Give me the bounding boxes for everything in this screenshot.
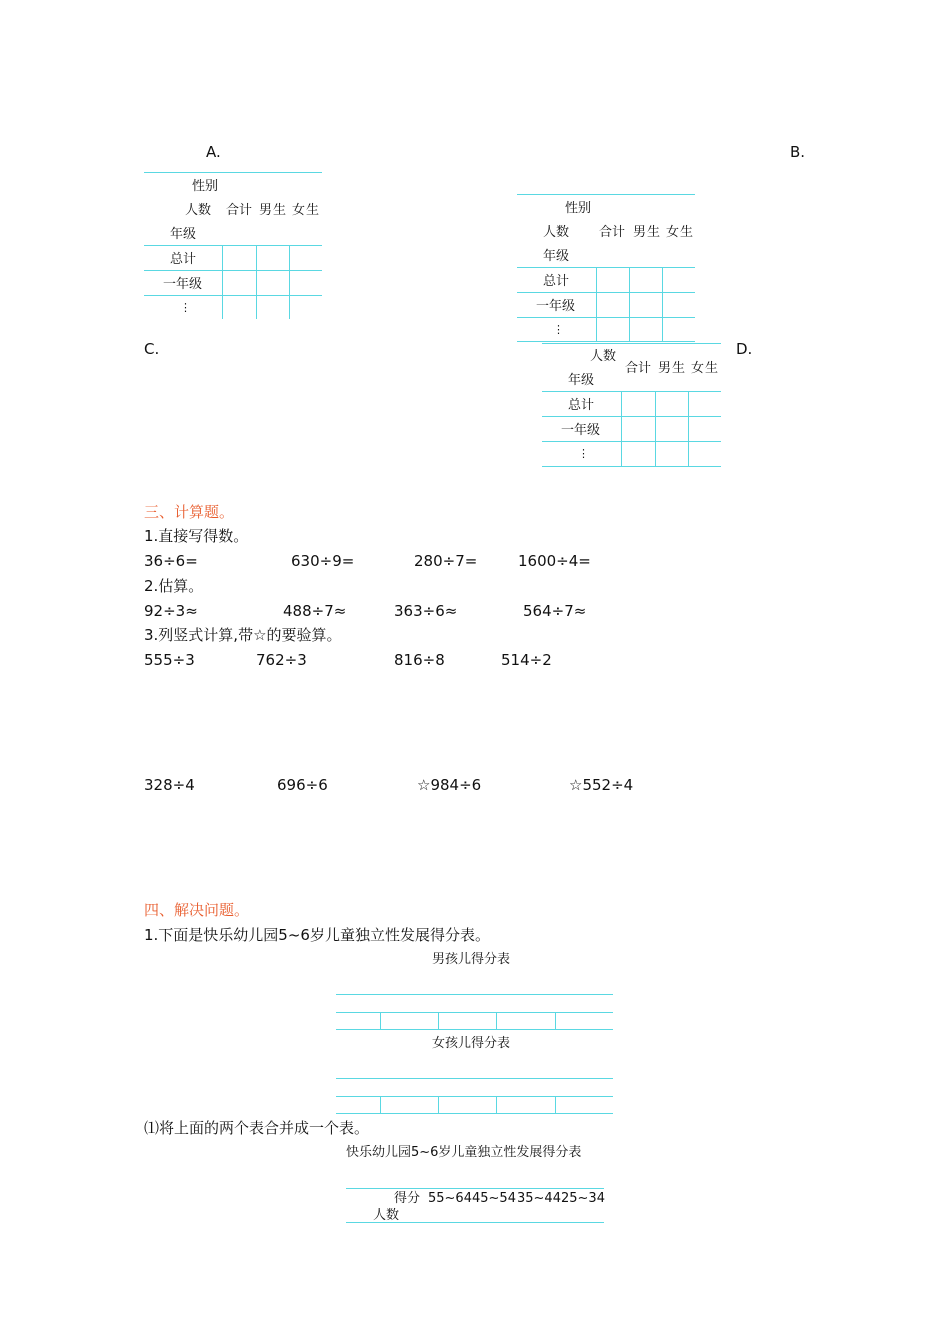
table-a-people: 人数 bbox=[185, 203, 212, 218]
table-a-ellipsis: ⋮ bbox=[180, 301, 191, 314]
q1-item: 630÷9= bbox=[291, 552, 355, 570]
table-b-total-header: 合计 bbox=[599, 225, 626, 240]
section3-q2: 2.估算。 bbox=[144, 577, 204, 595]
option-b-label: B. bbox=[790, 143, 806, 161]
merged-table-caption: 快乐幼儿园5~6岁儿童独立性发展得分表 bbox=[346, 1145, 582, 1160]
q3-item: 514÷2 bbox=[501, 651, 552, 669]
option-d-label: D. bbox=[736, 340, 753, 358]
merged-range: 55~64 bbox=[428, 1191, 472, 1206]
q3-item: 816÷8 bbox=[394, 651, 445, 669]
q2-item: 363÷6≈ bbox=[394, 602, 458, 620]
merged-score-label: 得分 bbox=[394, 1191, 421, 1206]
table-a-total-row: 总计 bbox=[170, 252, 197, 267]
q2-item: 564÷7≈ bbox=[523, 602, 587, 620]
table-d-grade: 年级 bbox=[568, 373, 595, 388]
q3-item: ☆552÷4 bbox=[569, 776, 634, 794]
q3-item: 762÷3 bbox=[256, 651, 307, 669]
q3-item: 696÷6 bbox=[277, 776, 328, 794]
table-b-gender: 性别 bbox=[565, 201, 592, 216]
option-c-label: C. bbox=[144, 340, 160, 358]
merged-range: 25~34 bbox=[561, 1191, 605, 1206]
table-d-boy-header: 男生 bbox=[658, 361, 687, 376]
table-d-grade1-row: 一年级 bbox=[561, 423, 601, 438]
table-a-girl-header: 女生 bbox=[292, 203, 321, 218]
section3-q1: 1.直接写得数。 bbox=[144, 527, 249, 545]
table-b-ellipsis: ⋮ bbox=[553, 323, 564, 336]
q3-item: ☆984÷6 bbox=[417, 776, 482, 794]
q3-item: 555÷3 bbox=[144, 651, 195, 669]
q1-item: 36÷6= bbox=[144, 552, 198, 570]
section3-title: 三、计算题。 bbox=[144, 503, 235, 521]
q1-item: 1600÷4= bbox=[518, 552, 591, 570]
table-a-total-header: 合计 bbox=[226, 203, 253, 218]
merged-range: 45~54 bbox=[472, 1191, 516, 1206]
table-a-grade: 年级 bbox=[170, 227, 197, 242]
section3-q3: 3.列竖式计算,带☆的要验算。 bbox=[144, 626, 342, 644]
table-d-people: 人数 bbox=[590, 349, 617, 364]
table-b-girl-header: 女生 bbox=[666, 225, 695, 240]
table-d-ellipsis: ⋮ bbox=[578, 447, 589, 460]
table-b-people: 人数 bbox=[543, 225, 570, 240]
table-a-grade1-row: 一年级 bbox=[163, 277, 203, 292]
section4-title: 四、解决问题。 bbox=[144, 901, 250, 919]
table-b-total-row: 总计 bbox=[543, 274, 570, 289]
table-b-grade1-row: 一年级 bbox=[536, 299, 576, 314]
table-d-girl-header: 女生 bbox=[691, 361, 720, 376]
table-b-grade: 年级 bbox=[543, 249, 570, 264]
table-d-total-header: 合计 bbox=[625, 361, 652, 376]
option-a-label: A. bbox=[206, 143, 221, 161]
q2-item: 92÷3≈ bbox=[144, 602, 198, 620]
q1-item: 280÷7= bbox=[414, 552, 478, 570]
girls-table-caption: 女孩儿得分表 bbox=[432, 1036, 511, 1051]
q2-item: 488÷7≈ bbox=[283, 602, 347, 620]
section4-sub1: ⑴将上面的两个表合并成一个表。 bbox=[144, 1119, 370, 1137]
section4-q1: 1.下面是快乐幼儿园5~6岁儿童独立性发展得分表。 bbox=[144, 926, 490, 944]
table-d-total-row: 总计 bbox=[568, 398, 595, 413]
merged-range: 35~44 bbox=[517, 1191, 561, 1206]
table-b-boy-header: 男生 bbox=[633, 225, 662, 240]
boys-table-caption: 男孩儿得分表 bbox=[432, 952, 511, 967]
merged-people-label: 人数 bbox=[373, 1208, 400, 1223]
q3-item: 328÷4 bbox=[144, 776, 195, 794]
table-a-boy-header: 男生 bbox=[259, 203, 288, 218]
table-a-gender: 性别 bbox=[192, 179, 219, 194]
